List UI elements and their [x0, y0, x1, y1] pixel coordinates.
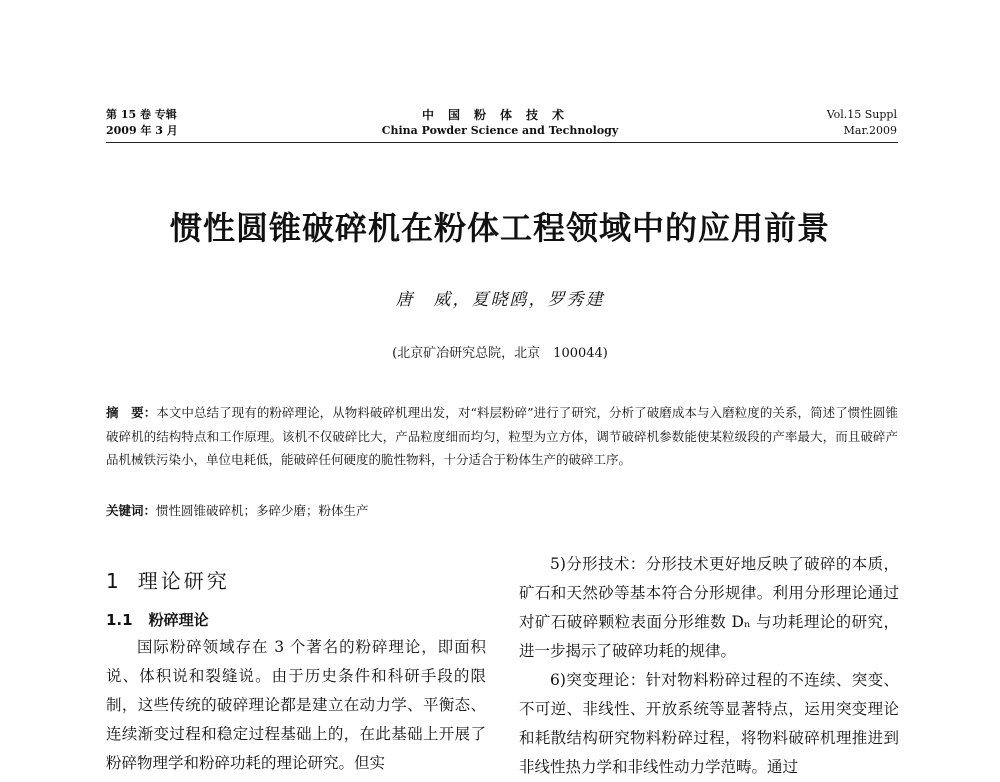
header-divider	[106, 142, 898, 143]
abstract-label: 摘 要：	[106, 405, 157, 420]
left-column-body	[106, 633, 486, 778]
paragraph-fractal-technique: 5)分形技术：分形技术更好地反映了破碎的本质，矿石和天然砂等基本符合分形规律。利用分形理论通过对矿石破碎颗粒表面分形维数 Dₙ 与功耗理论的研究，进一步揭示了破碎功耗的规律。	[519, 555, 899, 660]
volume-issue: 第 15 卷 专辑	[106, 108, 177, 121]
right-column-body	[519, 550, 899, 782]
subsection-heading	[106, 609, 209, 630]
paragraph-catastrophe-theory: 6)突变理论：针对物料粉碎过程的不连续、突变、不可逆、非线性、开放系统等显著特点，运用突变理论和耗散结构研究物料粉碎过程，将物料破碎机理推进到非线性热力学和非线性动力学范畴。通过	[519, 671, 899, 776]
journal-volume-info-english	[827, 107, 897, 139]
keywords-label: 关键词：	[106, 503, 157, 518]
volume-issue-english: Vol.15 Suppl	[826, 108, 897, 121]
journal-name	[330, 107, 670, 139]
section-title: 理论研究	[137, 569, 230, 593]
publication-date-english: Mar.2009	[843, 124, 897, 137]
abstract	[106, 401, 898, 472]
keywords	[106, 503, 898, 519]
section-number: 1	[106, 569, 122, 593]
publication-date: 2009 年 3 月	[106, 124, 178, 137]
keywords-text: 惯性圆锥破碎机；多碎少磨；粉体生产	[156, 503, 369, 518]
paragraph-comminution-theory: 国际粉碎领域存在 3 个著名的粉碎理论，即面积说、体积说和裂缝说。由于历史条件和科研手段的限制，这些传统的破碎理论都是建立在动力学、平衡态、连续渐变过程和稳定过程基础上的，在此基础上开展了粉碎物理学和粉碎功耗的理论研究。但实	[106, 638, 486, 772]
journal-name-english: China Powder Science and Technology	[381, 124, 619, 137]
paper-authors: 唐 威，夏晓鸥，罗秀建	[395, 290, 605, 310]
subsection-title: 粉碎理论	[148, 611, 209, 629]
abstract-text: 本文中总结了现有的粉碎理论，从物料破碎机理出发，对“料层粉碎”进行了研究，分析了破磨成本与入磨粒度的关系，简述了惯性圆锥破碎机的结构特点和工作原理。该机不仅破碎比大，产品粒度细而均匀，粒型为立方体，调节破碎机参数能使某粒级段的产率最大，而且破碎产品机械铁污染小，单位电耗低，能破碎任何硬度的脆性物料，十分适合于粉体生产的破碎工序。	[106, 405, 898, 468]
paper-affiliation: (北京矿冶研究总院，北京 100044)	[392, 346, 608, 361]
section-heading	[106, 565, 230, 594]
journal-name-chinese: 中国粉体技术	[421, 108, 578, 122]
journal-volume-info	[106, 107, 178, 139]
paper-title: 惯性圆锥破碎机在粉体工程领域中的应用前景	[169, 209, 830, 247]
subsection-number: 1.1	[106, 611, 133, 629]
